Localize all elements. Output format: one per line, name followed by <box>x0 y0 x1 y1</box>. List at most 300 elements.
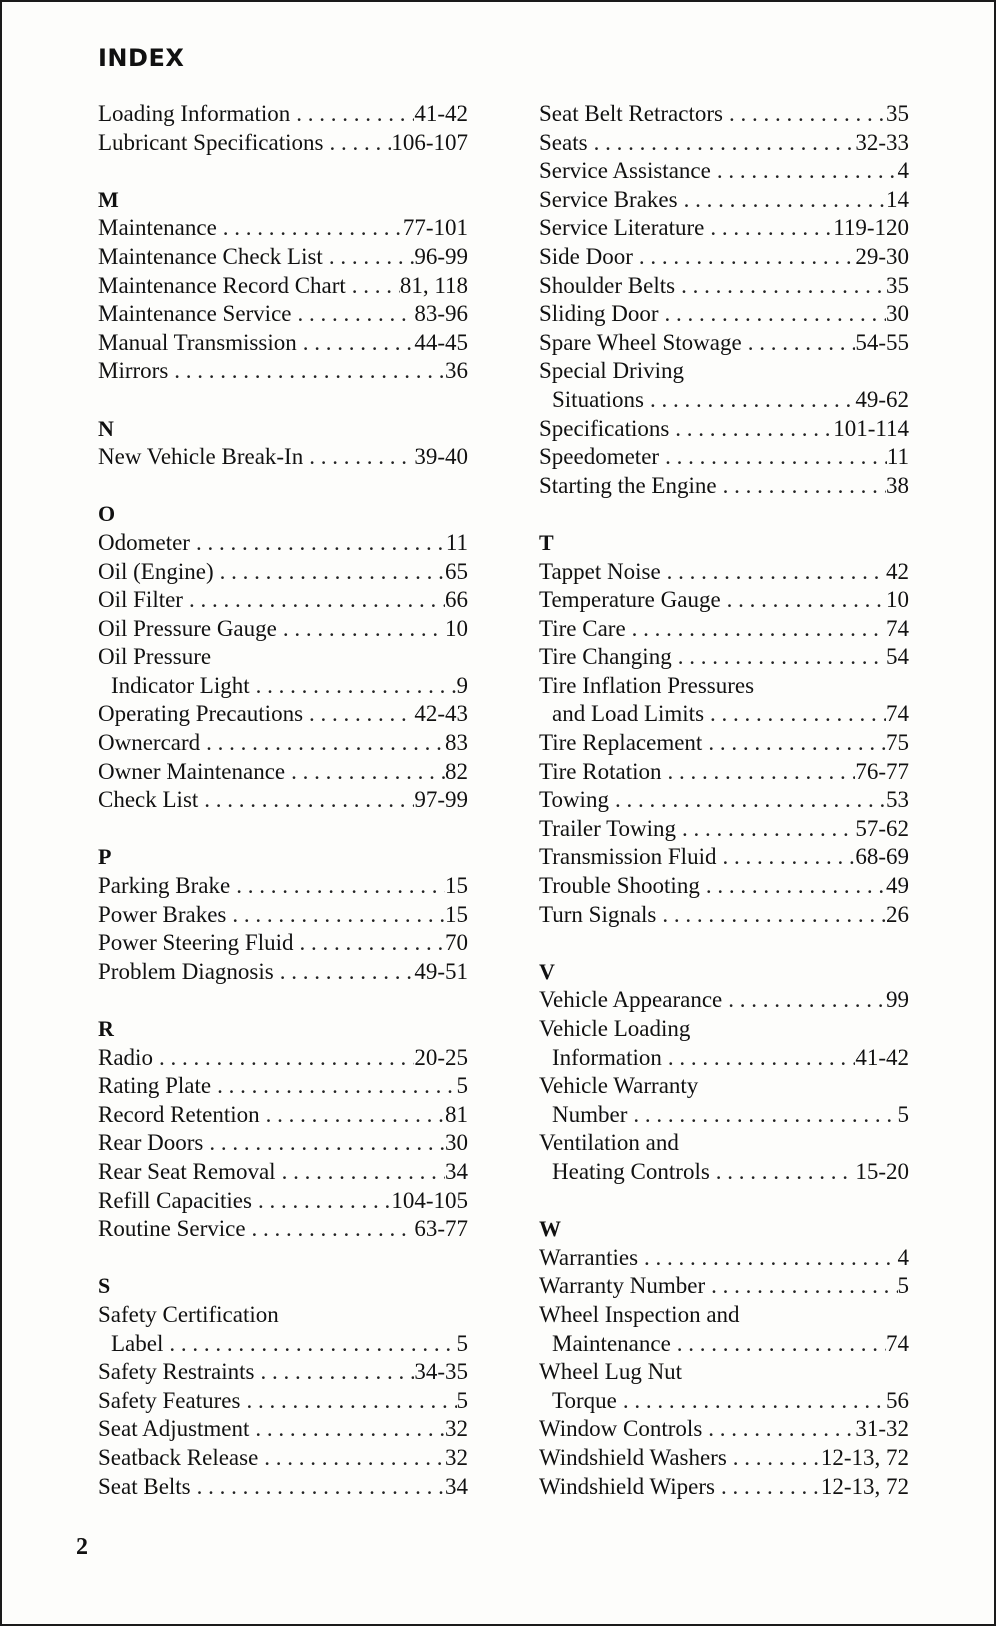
entry-term: Wheel Inspection and <box>539 1301 740 1327</box>
entry-pages: 75 <box>886 730 909 756</box>
index-entry <box>539 700 909 729</box>
section-letter: T <box>539 529 554 555</box>
entry-pages: 30 <box>886 301 909 327</box>
entry-pages: 10 <box>445 615 468 641</box>
entry-term: Vehicle Appearance <box>539 987 723 1013</box>
index-entry <box>98 243 468 272</box>
index-entry <box>539 1129 909 1158</box>
entry-pages: 74 <box>886 615 909 641</box>
dot-leader <box>626 615 886 644</box>
entry-term: Operating Precautions <box>98 701 304 727</box>
index-entry <box>539 1044 909 1073</box>
index-block <box>98 186 468 386</box>
entry-pages: 76-77 <box>855 758 909 784</box>
dot-leader <box>240 1387 456 1416</box>
index-entry <box>539 243 909 272</box>
entry-pages: 57-62 <box>855 815 909 841</box>
dot-leader <box>163 1330 456 1359</box>
entry-term: Seat Belts <box>98 1473 191 1499</box>
index-entry <box>539 1244 909 1273</box>
entry-pages: 4 <box>897 158 909 184</box>
index-entry <box>98 758 468 787</box>
entry-term: Information <box>552 1044 662 1070</box>
dot-leader <box>675 272 886 301</box>
dot-leader <box>705 1272 897 1301</box>
entry-term: Warranties <box>539 1244 639 1270</box>
dot-leader <box>721 586 886 615</box>
entry-pages: 11 <box>445 529 468 555</box>
entry-term: Oil (Engine) <box>98 558 214 584</box>
index-entry <box>539 1415 909 1444</box>
entry-pages: 11 <box>886 444 909 470</box>
entry-pages: 49-51 <box>414 958 468 984</box>
index-block <box>539 1215 909 1501</box>
index-entry <box>98 357 468 386</box>
entry-term: Tire Inflation Pressures <box>539 672 755 698</box>
entry-pages: 29-30 <box>855 243 909 269</box>
entry-term: Towing <box>539 787 609 813</box>
dot-leader <box>214 558 445 587</box>
index-entry <box>539 472 909 501</box>
index-entry <box>98 615 468 644</box>
entry-term: Warranty Number <box>539 1273 706 1299</box>
entry-term: New Vehicle Break-In <box>98 444 304 470</box>
entry-term: Vehicle Warranty <box>539 1073 699 1099</box>
index-entry <box>98 529 468 558</box>
dot-leader <box>246 1215 415 1244</box>
index-entry <box>98 1129 468 1158</box>
index-entry <box>98 786 468 815</box>
page-number: 2 <box>76 1534 88 1560</box>
entry-pages: 42-43 <box>414 701 468 727</box>
dot-leader <box>704 700 886 729</box>
entry-term: Check List <box>98 787 199 813</box>
entry-term: Label <box>111 1330 164 1356</box>
entry-pages: 81, 118 <box>399 272 468 298</box>
index-entry <box>539 1330 909 1359</box>
dot-leader <box>274 958 415 987</box>
index-entry <box>98 1158 468 1187</box>
entry-term: Transmission Fluid <box>539 844 717 870</box>
index-entry <box>539 643 909 672</box>
index-entry <box>98 729 468 758</box>
index-entry <box>539 1387 909 1416</box>
entry-pages: 5 <box>456 1330 468 1356</box>
index-block <box>98 100 468 157</box>
index-entry <box>539 443 909 472</box>
dot-leader <box>285 758 445 787</box>
entry-pages: 5 <box>897 1101 909 1127</box>
dot-leader <box>742 329 856 358</box>
section-letter: N <box>98 415 114 441</box>
entry-term: Oil Pressure <box>98 644 212 670</box>
index-entry <box>539 415 909 444</box>
entry-term: Seatback Release <box>98 1444 259 1470</box>
entry-term: Safety Restraints <box>98 1359 255 1385</box>
entry-pages: 10 <box>886 587 909 613</box>
entry-term: Indicator Light <box>111 672 250 698</box>
entry-term: Window Controls <box>539 1416 703 1442</box>
entry-pages: 36 <box>445 358 468 384</box>
dot-leader <box>255 1358 415 1387</box>
entry-term: Temperature Gauge <box>539 587 721 613</box>
index-entry <box>539 586 909 615</box>
index-entry <box>539 186 909 215</box>
entry-term: Parking Brake <box>98 873 231 899</box>
dot-leader <box>627 1101 897 1130</box>
entry-pages: 9 <box>456 672 468 698</box>
entry-pages: 54-55 <box>855 329 909 355</box>
index-entry <box>98 558 468 587</box>
dot-leader <box>252 1187 391 1216</box>
dot-leader <box>294 929 446 958</box>
index-entry <box>539 272 909 301</box>
entry-term: Seats <box>539 129 588 155</box>
entry-pages: 12-13, 72 <box>820 1473 909 1499</box>
dot-leader <box>717 472 886 501</box>
entry-term: Sliding Door <box>539 301 659 327</box>
entry-term: Speedometer <box>539 444 660 470</box>
entry-term: Spare Wheel Stowage <box>539 329 742 355</box>
index-entry <box>98 1330 468 1359</box>
index-entry <box>98 1444 468 1473</box>
index-entry <box>539 129 909 158</box>
entry-pages: 5 <box>456 1387 468 1413</box>
dot-leader <box>722 986 886 1015</box>
index-entry <box>98 443 468 472</box>
entry-term: Safety Certification <box>98 1301 279 1327</box>
dot-leader <box>153 1044 414 1073</box>
entry-term: Side Door <box>539 243 633 269</box>
entry-pages: 97-99 <box>414 787 468 813</box>
entry-pages: 34 <box>445 1158 468 1184</box>
entry-pages: 39-40 <box>414 444 468 470</box>
entry-pages: 34-35 <box>414 1359 468 1385</box>
entry-pages: 20-25 <box>414 1044 468 1070</box>
dot-leader <box>659 443 887 472</box>
index-entry <box>539 1015 909 1044</box>
entry-pages: 82 <box>445 758 468 784</box>
dot-leader <box>183 586 445 615</box>
entry-term: Maintenance Service <box>98 301 292 327</box>
index-column-right <box>539 100 909 1530</box>
entry-term: Windshield Washers <box>539 1444 727 1470</box>
dot-leader <box>661 758 855 787</box>
entry-pages: 83-96 <box>414 301 468 327</box>
index-entry <box>98 958 468 987</box>
dot-leader <box>715 1473 821 1502</box>
index-entry <box>98 672 468 701</box>
section-letter: P <box>98 844 112 870</box>
entry-pages: 68-69 <box>855 844 909 870</box>
index-entry <box>539 157 909 186</box>
dot-leader <box>191 1473 445 1502</box>
index-entry <box>98 1387 468 1416</box>
entry-term: Oil Filter <box>98 587 183 613</box>
entry-pages: 34 <box>445 1473 468 1499</box>
index-entry <box>98 700 468 729</box>
index-entry <box>539 786 909 815</box>
entry-pages: 74 <box>886 1330 909 1356</box>
dot-leader <box>723 100 886 129</box>
entry-pages: 99 <box>886 987 909 1013</box>
entry-term: Ventilation and <box>539 1130 679 1156</box>
entry-term: Trailer Towing <box>539 815 677 841</box>
index-entry <box>98 100 468 129</box>
dot-leader <box>190 529 446 558</box>
entry-term: Maintenance Record Chart <box>98 272 346 298</box>
dot-leader <box>644 386 855 415</box>
entry-term: Mirrors <box>98 358 169 384</box>
entry-term: Lubricant Specifications <box>98 129 324 155</box>
index-entry <box>98 929 468 958</box>
entry-term: Specifications <box>539 415 670 441</box>
entry-pages: 104-105 <box>391 1187 468 1213</box>
entry-term: Refill Capacities <box>98 1187 252 1213</box>
dot-leader <box>323 243 415 272</box>
dot-leader <box>168 357 445 386</box>
entry-term: Heating Controls <box>552 1158 710 1184</box>
entry-pages: 53 <box>886 787 909 813</box>
dot-leader <box>303 700 414 729</box>
dot-leader <box>203 1129 445 1158</box>
section-letter: O <box>98 501 116 527</box>
entry-term: Routine Service <box>98 1216 246 1242</box>
entry-pages: 49-62 <box>855 386 909 412</box>
entry-pages: 15-20 <box>855 1158 909 1184</box>
dot-leader <box>260 1101 445 1130</box>
index-block <box>539 529 909 929</box>
entry-term: Safety Features <box>98 1387 241 1413</box>
dot-leader <box>217 214 403 243</box>
index-entry <box>98 272 468 301</box>
index-entry <box>98 300 468 329</box>
index-block <box>98 1015 468 1244</box>
index-entry <box>98 1358 468 1387</box>
index-entry <box>539 558 909 587</box>
entry-pages: 49 <box>886 873 909 899</box>
entry-pages: 77-101 <box>402 215 468 241</box>
entry-term: Maintenance <box>552 1330 671 1356</box>
index-entry <box>539 386 909 415</box>
entry-pages: 15 <box>445 901 468 927</box>
dot-leader <box>700 872 886 901</box>
index-entry <box>98 643 468 672</box>
index-entry <box>539 1072 909 1101</box>
entry-term: Rating Plate <box>98 1073 212 1099</box>
entry-term: Maintenance <box>98 215 217 241</box>
entry-pages: 35 <box>886 272 909 298</box>
dot-leader <box>710 1158 856 1187</box>
dot-leader <box>669 415 833 444</box>
index-entry <box>539 1101 909 1130</box>
entry-term: Power Brakes <box>98 901 227 927</box>
entry-term: Trouble Shooting <box>539 873 700 899</box>
entry-pages: 41-42 <box>855 1044 909 1070</box>
entry-term: Special Driving <box>539 358 684 384</box>
entry-term: Power Steering Fluid <box>98 930 294 956</box>
dot-leader <box>702 729 886 758</box>
entry-term: Torque <box>552 1387 617 1413</box>
index-entry <box>539 758 909 787</box>
entry-pages: 56 <box>886 1387 909 1413</box>
entry-pages: 31-32 <box>855 1416 909 1442</box>
entry-term: Record Retention <box>98 1101 260 1127</box>
dot-leader <box>672 643 886 672</box>
entry-term: Turn Signals <box>539 901 657 927</box>
dot-leader <box>276 1158 445 1187</box>
dot-leader <box>290 100 414 129</box>
dot-leader <box>292 300 415 329</box>
entry-term: Manual Transmission <box>98 329 297 355</box>
entry-term: Shoulder Belts <box>539 272 676 298</box>
index-entry <box>539 214 909 243</box>
index-entry <box>98 1301 468 1330</box>
entry-pages: 44-45 <box>414 329 468 355</box>
index-entry <box>539 843 909 872</box>
entry-term: Seat Belt Retractors <box>539 101 723 126</box>
entry-pages: 66 <box>445 587 468 613</box>
entry-term: Vehicle Loading <box>539 1016 691 1041</box>
section-letter: R <box>98 1016 114 1041</box>
dot-leader <box>661 558 886 587</box>
index-entry <box>539 300 909 329</box>
index-entry <box>539 615 909 644</box>
dot-leader <box>716 843 855 872</box>
index-entry <box>98 1187 468 1216</box>
entry-pages: 41-42 <box>414 101 468 126</box>
dot-leader <box>662 1044 855 1073</box>
index-entry <box>539 901 909 930</box>
dot-leader <box>346 272 400 301</box>
entry-pages: 14 <box>886 186 909 212</box>
index-entry <box>98 1473 468 1502</box>
entry-pages: 63-77 <box>414 1216 468 1242</box>
index-entry <box>98 214 468 243</box>
index-entry <box>539 357 909 386</box>
dot-leader <box>609 786 886 815</box>
entry-term: Service Brakes <box>539 186 678 212</box>
dot-leader <box>711 157 898 186</box>
section-letter: V <box>539 958 555 984</box>
page-heading: INDEX <box>98 44 185 72</box>
entry-pages: 26 <box>886 901 909 927</box>
entry-term: Ownercard <box>98 730 201 756</box>
entry-term: Tire Care <box>539 615 626 641</box>
entry-term: Tappet Noise <box>539 558 661 584</box>
index-entry <box>539 1272 909 1301</box>
entry-term: Tire Replacement <box>539 730 703 756</box>
dot-leader <box>323 129 391 158</box>
dot-leader <box>297 329 415 358</box>
entry-pages: 32 <box>445 1444 468 1470</box>
entry-term: Loading Information <box>98 101 291 126</box>
index-block <box>539 100 909 500</box>
dot-leader <box>658 300 886 329</box>
index-block <box>98 1272 468 1501</box>
index-entry <box>98 1215 468 1244</box>
index-block <box>98 500 468 815</box>
index-entry <box>539 1358 909 1387</box>
entry-term: Rear Seat Removal <box>98 1158 276 1184</box>
entry-term: Tire Changing <box>539 644 672 670</box>
section-letter: S <box>98 1273 111 1299</box>
entry-pages: 101-114 <box>833 415 909 441</box>
dot-leader <box>702 1415 855 1444</box>
dot-leader <box>226 901 445 930</box>
index-entry <box>539 1444 909 1473</box>
index-entry <box>539 729 909 758</box>
entry-pages: 70 <box>445 930 468 956</box>
dot-leader <box>249 1415 445 1444</box>
index-entry <box>539 672 909 701</box>
entry-pages: 54 <box>886 644 909 670</box>
entry-term: Oil Pressure Gauge <box>98 615 277 641</box>
index-block <box>98 415 468 472</box>
entry-pages: 5 <box>897 1273 909 1299</box>
entry-pages: 83 <box>445 730 468 756</box>
entry-pages: 119-120 <box>833 215 909 241</box>
index-entry <box>98 901 468 930</box>
entry-term: Situations <box>552 386 645 412</box>
entry-pages: 96-99 <box>414 243 468 269</box>
entry-pages: 38 <box>886 472 909 498</box>
entry-pages: 15 <box>445 873 468 899</box>
dot-leader <box>211 1072 456 1101</box>
index-entry <box>98 129 468 158</box>
index-entry <box>98 586 468 615</box>
entry-term: Tire Rotation <box>539 758 662 784</box>
index-column-left <box>98 100 468 1530</box>
index-entry <box>539 1158 909 1187</box>
dot-leader <box>704 214 833 243</box>
index-entry <box>98 1044 468 1073</box>
index-entry <box>98 1101 468 1130</box>
entry-pages: 5 <box>456 1073 468 1099</box>
dot-leader <box>588 129 856 158</box>
entry-term: Maintenance Check List <box>98 243 323 269</box>
index-entry <box>539 815 909 844</box>
entry-term: Service Assistance <box>539 158 711 184</box>
entry-term: Number <box>552 1101 628 1127</box>
index-entry <box>539 872 909 901</box>
entry-term: Owner Maintenance <box>98 758 286 784</box>
index-entry <box>539 1473 909 1502</box>
entry-pages: 32-33 <box>855 129 909 155</box>
entry-pages: 106-107 <box>391 129 468 155</box>
entry-term: Windshield Wipers <box>539 1473 715 1499</box>
dot-leader <box>633 243 855 272</box>
dot-leader <box>617 1387 886 1416</box>
entry-term: and Load Limits <box>552 701 705 727</box>
dot-leader <box>671 1330 886 1359</box>
entry-term: Rear Doors <box>98 1130 204 1156</box>
entry-term: Seat Adjustment <box>98 1416 250 1442</box>
index-entry <box>98 1415 468 1444</box>
dot-leader <box>258 1444 445 1473</box>
dot-leader <box>277 615 445 644</box>
dot-leader <box>250 672 457 701</box>
entry-pages: 81 <box>445 1101 468 1127</box>
entry-term: Odometer <box>98 529 190 555</box>
dot-leader <box>656 901 886 930</box>
index-entry <box>539 100 909 129</box>
entry-pages: 35 <box>886 101 909 126</box>
entry-pages: 65 <box>445 558 468 584</box>
index-entry <box>539 1301 909 1330</box>
dot-leader <box>198 786 414 815</box>
entry-pages: 12-13, 72 <box>820 1444 909 1470</box>
